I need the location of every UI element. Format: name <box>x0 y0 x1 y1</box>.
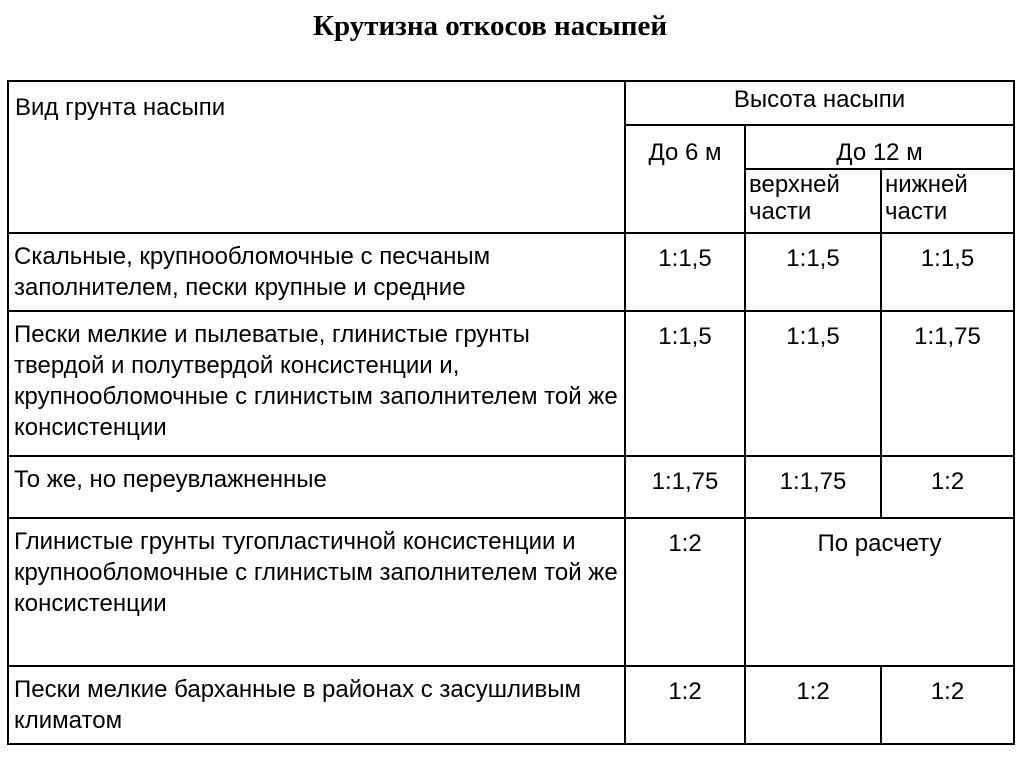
table-row <box>8 456 1014 518</box>
table-row <box>8 518 1014 666</box>
value-cell-h12-upper: 1:1,75 <box>745 456 881 518</box>
header-row-1 <box>8 81 1014 125</box>
value-cell-h6: 1:1,5 <box>625 311 745 456</box>
header-lower-part: нижней части <box>881 169 1014 233</box>
value-cell-h12-lower: 1:1,5 <box>881 233 1014 311</box>
soil-cell: То же, но переувлажненные <box>8 456 625 518</box>
header-embankment-height: Высота насыпи <box>625 81 1014 125</box>
header-soil-type: Вид грунта насыпи <box>8 81 625 233</box>
page-title: Крутизна откосов насыпей <box>312 10 668 42</box>
value-cell-h12-lower: 1:1,75 <box>881 311 1014 456</box>
value-cell-h12-lower: 1:2 <box>881 456 1014 518</box>
table-row <box>8 233 1014 311</box>
value-cell-h6: 1:1,5 <box>625 233 745 311</box>
value-cell-h12-lower: 1:2 <box>881 666 1014 744</box>
value-cell-h12-upper: 1:1,5 <box>745 311 881 456</box>
value-cell-h6: 1:2 <box>625 666 745 744</box>
header-upper-part: верхней части <box>745 169 881 233</box>
value-cell-h12-upper: 1:1,5 <box>745 233 881 311</box>
soil-cell: Пески мелкие и пылеватые, глинистые грунты твердой и полутвердой консистенции и, крупнообломочные с глинистым заполнителем той же консистенции <box>8 311 625 456</box>
header-up-to-12: До 12 м <box>745 125 1014 169</box>
value-cell-h12-upper: 1:2 <box>745 666 881 744</box>
value-cell-h6: 1:2 <box>625 518 745 666</box>
header-up-to-6: До 6 м <box>625 125 745 233</box>
soil-cell: Пески мелкие барханные в районах с засушливым климатом <box>8 666 625 744</box>
value-cell-h6: 1:1,75 <box>625 456 745 518</box>
soil-cell: Глинистые грунты тугопластичной консистенции и крупнообломочные с глинистым заполнителем той же консистенции <box>8 518 625 666</box>
soil-cell: Скальные, крупнообломочные с песчаным заполнителем, пески крупные и средние <box>8 233 625 311</box>
slopes-table <box>7 80 1015 745</box>
value-cell-h12-by-calculation: По расчету <box>745 518 1014 666</box>
table-row <box>8 311 1014 456</box>
table-row <box>8 666 1014 744</box>
